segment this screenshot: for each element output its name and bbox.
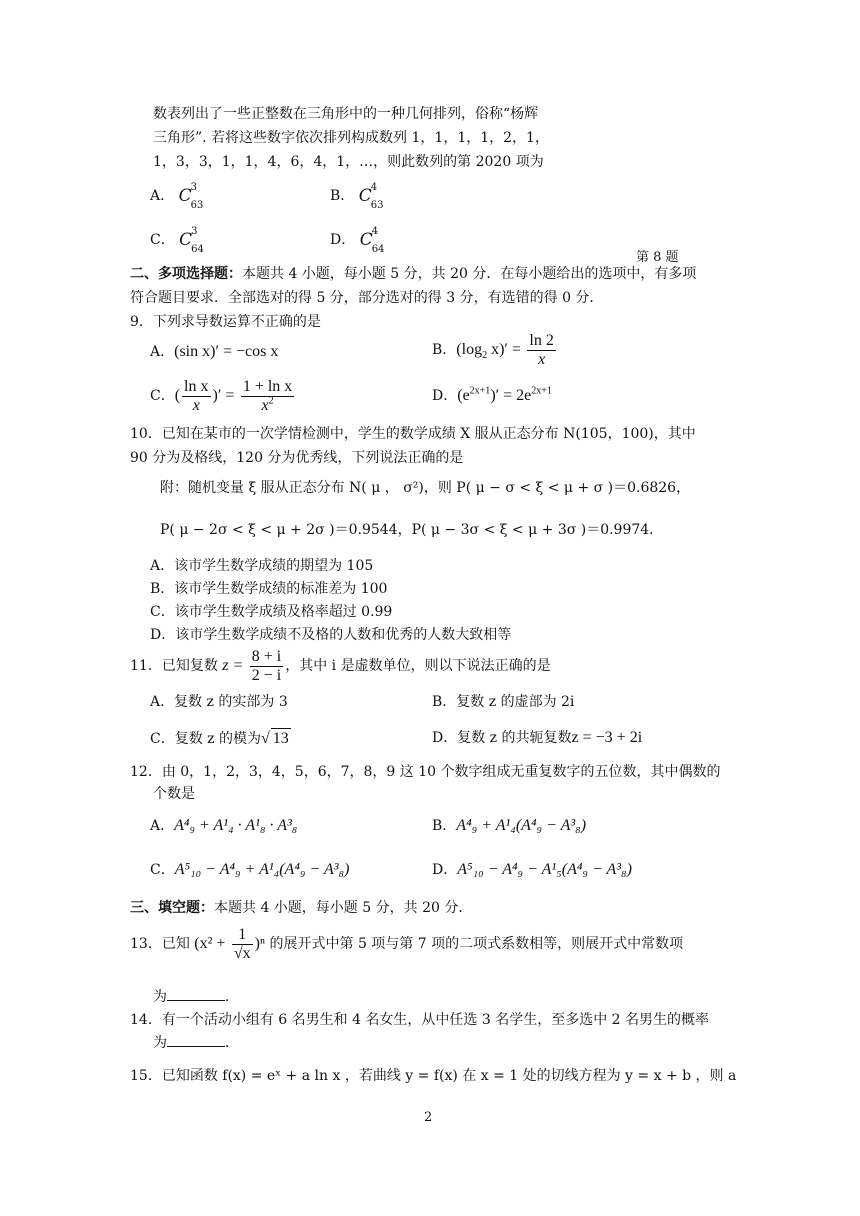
q8-option-b: B． C 4 63 (330, 182, 384, 211)
q11-option-b: B．复数 z 的虚部为 2i (432, 694, 575, 710)
section2-line2: 符合题目要求．全部选对的得 5 分，部分选对的得 3 分，有选错的得 0 分． (130, 290, 604, 306)
q13-line1: 13．已知 (x² + $\frac{1}{√x}$ )ⁿ 的展开式中第 5 项与第 7 项的二项式系数相等，则展开式中常数项 (130, 925, 684, 962)
q9-option-c: C．( $\frac{\text{ln x}}{x}$ )′ = $\frac{\text{1 + ln x}}{x^2}$ (150, 377, 293, 414)
q8-line3: 1，3，3，1，1，4，6，4，1，…，则此数列的第 2020 项为 (153, 154, 544, 170)
q8-option-a: A． C 3 63 (150, 182, 204, 211)
q12-line2: 个数是 (153, 786, 195, 802)
q10-option-a: A．该市学生数学成绩的期望为 105 (150, 558, 374, 574)
q11-option-a: A．复数 z 的实部为 3 (150, 694, 288, 710)
q11-stem: 11．已知复数 z = $\frac{8 + i}{2 - i}$ ，其中 i 是虚数单位，则以下说法正确的是 (130, 647, 551, 684)
q14-line1: 14．有一个活动小组有 6 名男生和 4 名女生，从中任选 3 名学生，至多选中 2 名男生的概率 (130, 1012, 710, 1028)
q12-option-a: A．A⁴₉ + A¹₄ · A¹₈ · A³₈ (150, 817, 298, 834)
q8-line2: 三角形”. 若将这些数字依次排列构成数列 1，1，1，1，2，1， (153, 130, 549, 146)
q10-note2: P( μ − 2σ < ξ < μ + 2σ )＝0.9544，P( μ − 3σ < ξ < μ + 3σ )＝0.9974． (160, 522, 664, 538)
q13-line2: 为 ． (153, 986, 239, 1007)
q14-answer-blank (167, 1032, 225, 1047)
q14-line2: 为 ． (153, 1032, 239, 1053)
q12-line1: 12．由 0，1，2，3，4，5，6，7，8，9 这 10 个数字组成无重复数字的五位数，其中偶数的 (130, 764, 721, 780)
q11-option-c: C．复数 z 的模为√ 13 (150, 730, 289, 747)
q10-line1: 10．已知在某市的一次学情检测中，学生的数学成绩 X 服从正态分布 N(105，100)，其中 (130, 426, 696, 442)
section2-heading: 二、多项选择题： (130, 266, 242, 282)
section3-line: 三、填空题：本题共 4 小题，每小题 5 分，共 20 分． (130, 900, 473, 916)
section3-heading: 三、填空题： (130, 900, 214, 916)
q8-figure-caption: 第 8 题 (636, 250, 679, 265)
q9-option-d: D．$(e^{2x+1})' = 2e^{2x+1}$ (432, 385, 552, 404)
q12-option-b: B．A⁴₉ + A¹₄(A⁴₉ − A³₈) (432, 817, 587, 834)
q10-option-c: C．该市学生数学成绩及格率超过 0.99 (150, 604, 393, 620)
page-number: 2 (424, 1110, 433, 1125)
q10-option-b: B．该市学生数学成绩的标准差为 100 (150, 581, 388, 597)
q12-option-d: D．A⁵₁₀ − A⁴₉ − A¹₅(A⁴₉ − A³₈) (432, 861, 632, 878)
q10-line2: 90 分为及格线，120 分为优秀线，下列说法正确的是 (130, 450, 464, 466)
q8-option-c: C． C 3 64 (150, 226, 204, 255)
section2-line1: 二、多项选择题：本题共 4 小题，每小题 5 分，共 20 分．在每小题给出的选项中，有多项 (130, 266, 697, 282)
q13-answer-blank (167, 986, 225, 1001)
q9-stem: 9．下列求导数运算不正确的是 (130, 314, 321, 330)
q9-option-b: B．($\log_2$ x)′ = $\frac{\ln 2}{x}$ (432, 331, 554, 368)
q8-option-d: D． C 4 64 (330, 226, 385, 255)
q9-option-a: A．(sin x)′ = −cos x (150, 343, 279, 360)
q8-line1: 数表列出了一些正整数在三角形中的一种几何排列，俗称“杨辉 (153, 106, 539, 122)
q11-option-d: D．复数 z 的共轭复数z = −3 + 2i (432, 729, 643, 746)
q15-line1: 15．已知函数 f(x) = eˣ + a ln x ，若曲线 y = f(x) 在 x = 1 处的切线方程为 y = x + b ，则 a (130, 1068, 737, 1084)
q10-option-d: D．该市学生数学成绩不及格的人数和优秀的人数大致相等 (150, 627, 512, 643)
q12-option-c: C．A⁵₁₀ − A⁴₉ + A¹₄(A⁴₉ − A³₈) (150, 861, 350, 878)
q10-note1: 附：随机变量 ξ 服从正态分布 N( μ ， σ²)，则 P( μ − σ < ξ < μ + σ )＝0.6826， (160, 480, 691, 496)
